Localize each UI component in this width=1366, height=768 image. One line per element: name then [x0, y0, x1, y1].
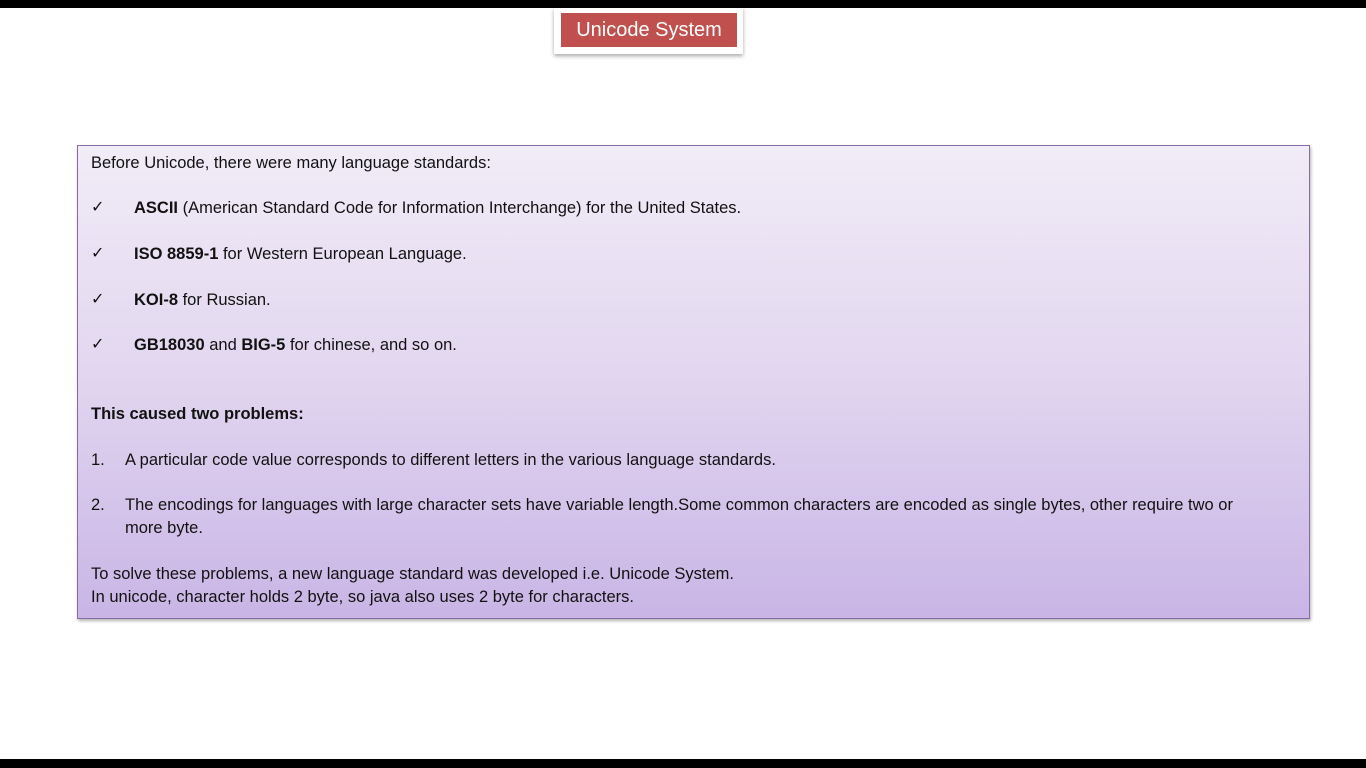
problem-text: A particular code value corresponds to different letters in the various language standards. — [125, 451, 776, 469]
problem-number: 2. — [91, 496, 105, 514]
conclusion-line2: In unicode, character holds 2 byte, so java also uses 2 byte for characters. — [91, 588, 634, 606]
check-icon: ✓ — [91, 334, 105, 353]
standard-desc: (American Standard Code for Information Interchange) for the United States. — [178, 199, 742, 217]
top-letterbox-bar — [0, 0, 1366, 8]
standard-name: KOI-8 — [134, 291, 179, 309]
problem-number: 1. — [91, 451, 105, 469]
standard-name: ASCII — [134, 199, 179, 217]
intro-text: Before Unicode, there were many language standards: — [91, 154, 491, 172]
content-box — [77, 145, 1310, 619]
bottom-letterbox-bar — [0, 759, 1366, 768]
standard-item-ascii — [134, 197, 741, 219]
problems-heading: This caused two problems: — [91, 405, 304, 423]
standard-name: BIG-5 — [241, 336, 286, 354]
check-icon: ✓ — [91, 197, 105, 216]
standard-item-gb — [134, 334, 457, 356]
conclusion-line1: To solve these problems, a new language standard was developed i.e. Unicode System. — [91, 565, 734, 583]
standard-desc: for Western European Language. — [218, 245, 467, 263]
standard-desc: for chinese, and so on. — [285, 336, 457, 354]
problem-text-line1: The encodings for languages with large character sets have variable length.Some common characters are encoded as single bytes, other require two or — [125, 496, 1233, 514]
title-frame — [554, 8, 743, 54]
standard-name: ISO 8859-1 — [134, 245, 219, 263]
standard-desc: for Russian. — [178, 291, 271, 309]
standard-item-iso — [134, 243, 467, 265]
check-icon: ✓ — [91, 243, 105, 262]
slide-title: Unicode System — [561, 13, 737, 47]
standard-joiner: and — [204, 336, 242, 354]
problem-text-line2: more byte. — [125, 519, 203, 537]
check-icon: ✓ — [91, 289, 105, 308]
standard-item-koi — [134, 289, 271, 311]
standard-name: GB18030 — [134, 336, 205, 354]
